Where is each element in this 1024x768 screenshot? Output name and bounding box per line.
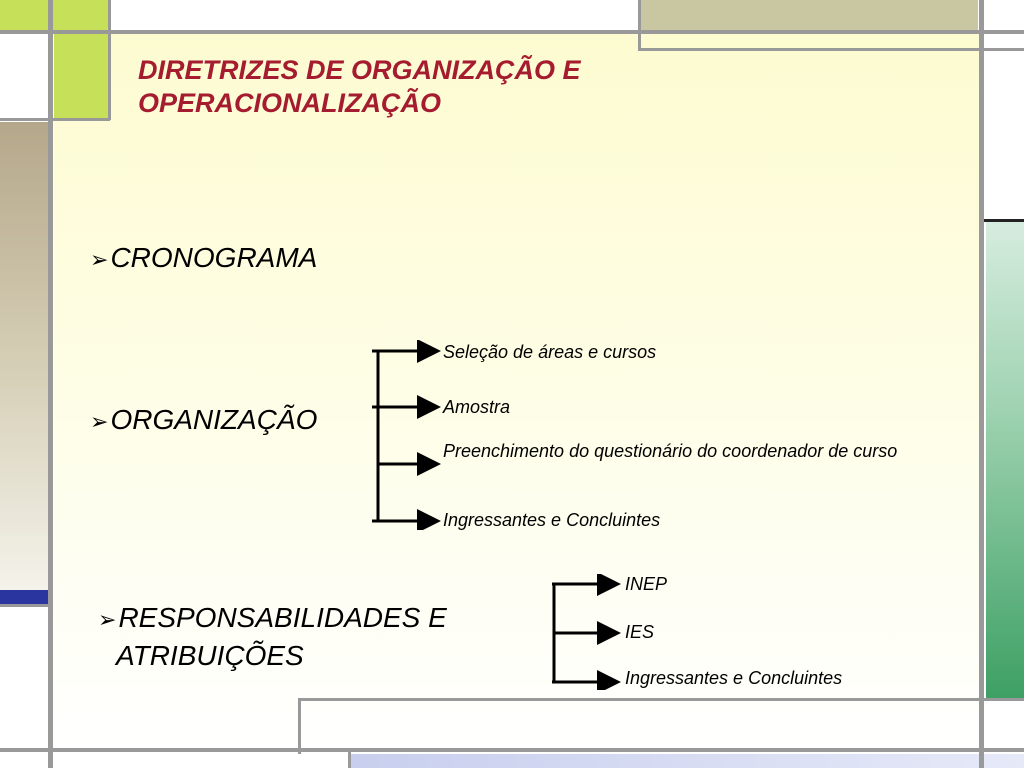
frame-line-right: [979, 0, 984, 768]
responsabilidades-item-2: IES: [625, 622, 655, 642]
lime-block-under-title: [54, 34, 110, 120]
frame-line-left-upper: [0, 118, 110, 121]
tan-block-top-right: [640, 0, 978, 34]
bullet-responsabilidades-label-line-2: ATRIBUIÇÕES: [116, 640, 304, 671]
green-block-right: [986, 222, 1024, 698]
frame-line-left-lower: [0, 604, 52, 607]
frame-line-top: [0, 30, 1024, 34]
frame-line-bottom-box-top: [298, 698, 984, 701]
responsabilidades-item-3: Ingressantes e Concluintes: [625, 668, 843, 688]
responsabilidades-item-1: INEP: [625, 574, 668, 594]
lavender-block-bottom: [350, 754, 1024, 768]
organizacao-item-2: Amostra: [443, 397, 511, 417]
arrow-bullet-icon: ➢: [90, 247, 109, 272]
arrow-bullet-icon: ➢: [98, 607, 117, 632]
organizacao-item-3: Preenchimento do questionário do coordenador de curso: [443, 441, 898, 461]
bullet-responsabilidades: [98, 600, 447, 674]
bullet-organizacao-label: ORGANIZAÇÃO: [110, 404, 318, 435]
frame-line-left: [48, 0, 53, 768]
frame-line-tan-left: [638, 0, 641, 50]
organizacao-item-4: Ingressantes e Concluintes: [443, 510, 661, 530]
slide-title-line-2: OPERACIONALIZAÇÃO: [138, 88, 441, 118]
frame-line-right-lower: [984, 698, 1024, 701]
slide-title-line-1: DIRETRIZES DE ORGANIZAÇÃO E: [138, 55, 581, 85]
bullet-cronograma: [90, 240, 317, 278]
lime-block-top-left: [0, 0, 110, 30]
frame-line-tan-bottom: [638, 48, 1024, 51]
blue-stripe-left: [0, 590, 48, 604]
brown-block-left: [0, 122, 48, 590]
frame-line-inner-left: [108, 0, 111, 120]
frame-line-right-upper: [984, 219, 1024, 222]
bullet-responsabilidades-label-line-1: RESPONSABILIDADES E: [118, 602, 447, 633]
slide-title: [138, 54, 838, 120]
bullet-cronograma-label: CRONOGRAMA: [110, 242, 318, 273]
frame-line-bottom: [0, 748, 1024, 752]
bullet-organizacao: [90, 402, 317, 440]
responsabilidades-bracket-diagram: [546, 574, 626, 690]
organizacao-item-1: Seleção de áreas e cursos: [443, 342, 657, 362]
organizacao-bracket-diagram: [368, 340, 448, 530]
arrow-bullet-icon: ➢: [90, 409, 109, 434]
frame-line-bottom-box-left: [298, 698, 301, 754]
frame-line-bottom-lavender-left: [348, 750, 351, 768]
